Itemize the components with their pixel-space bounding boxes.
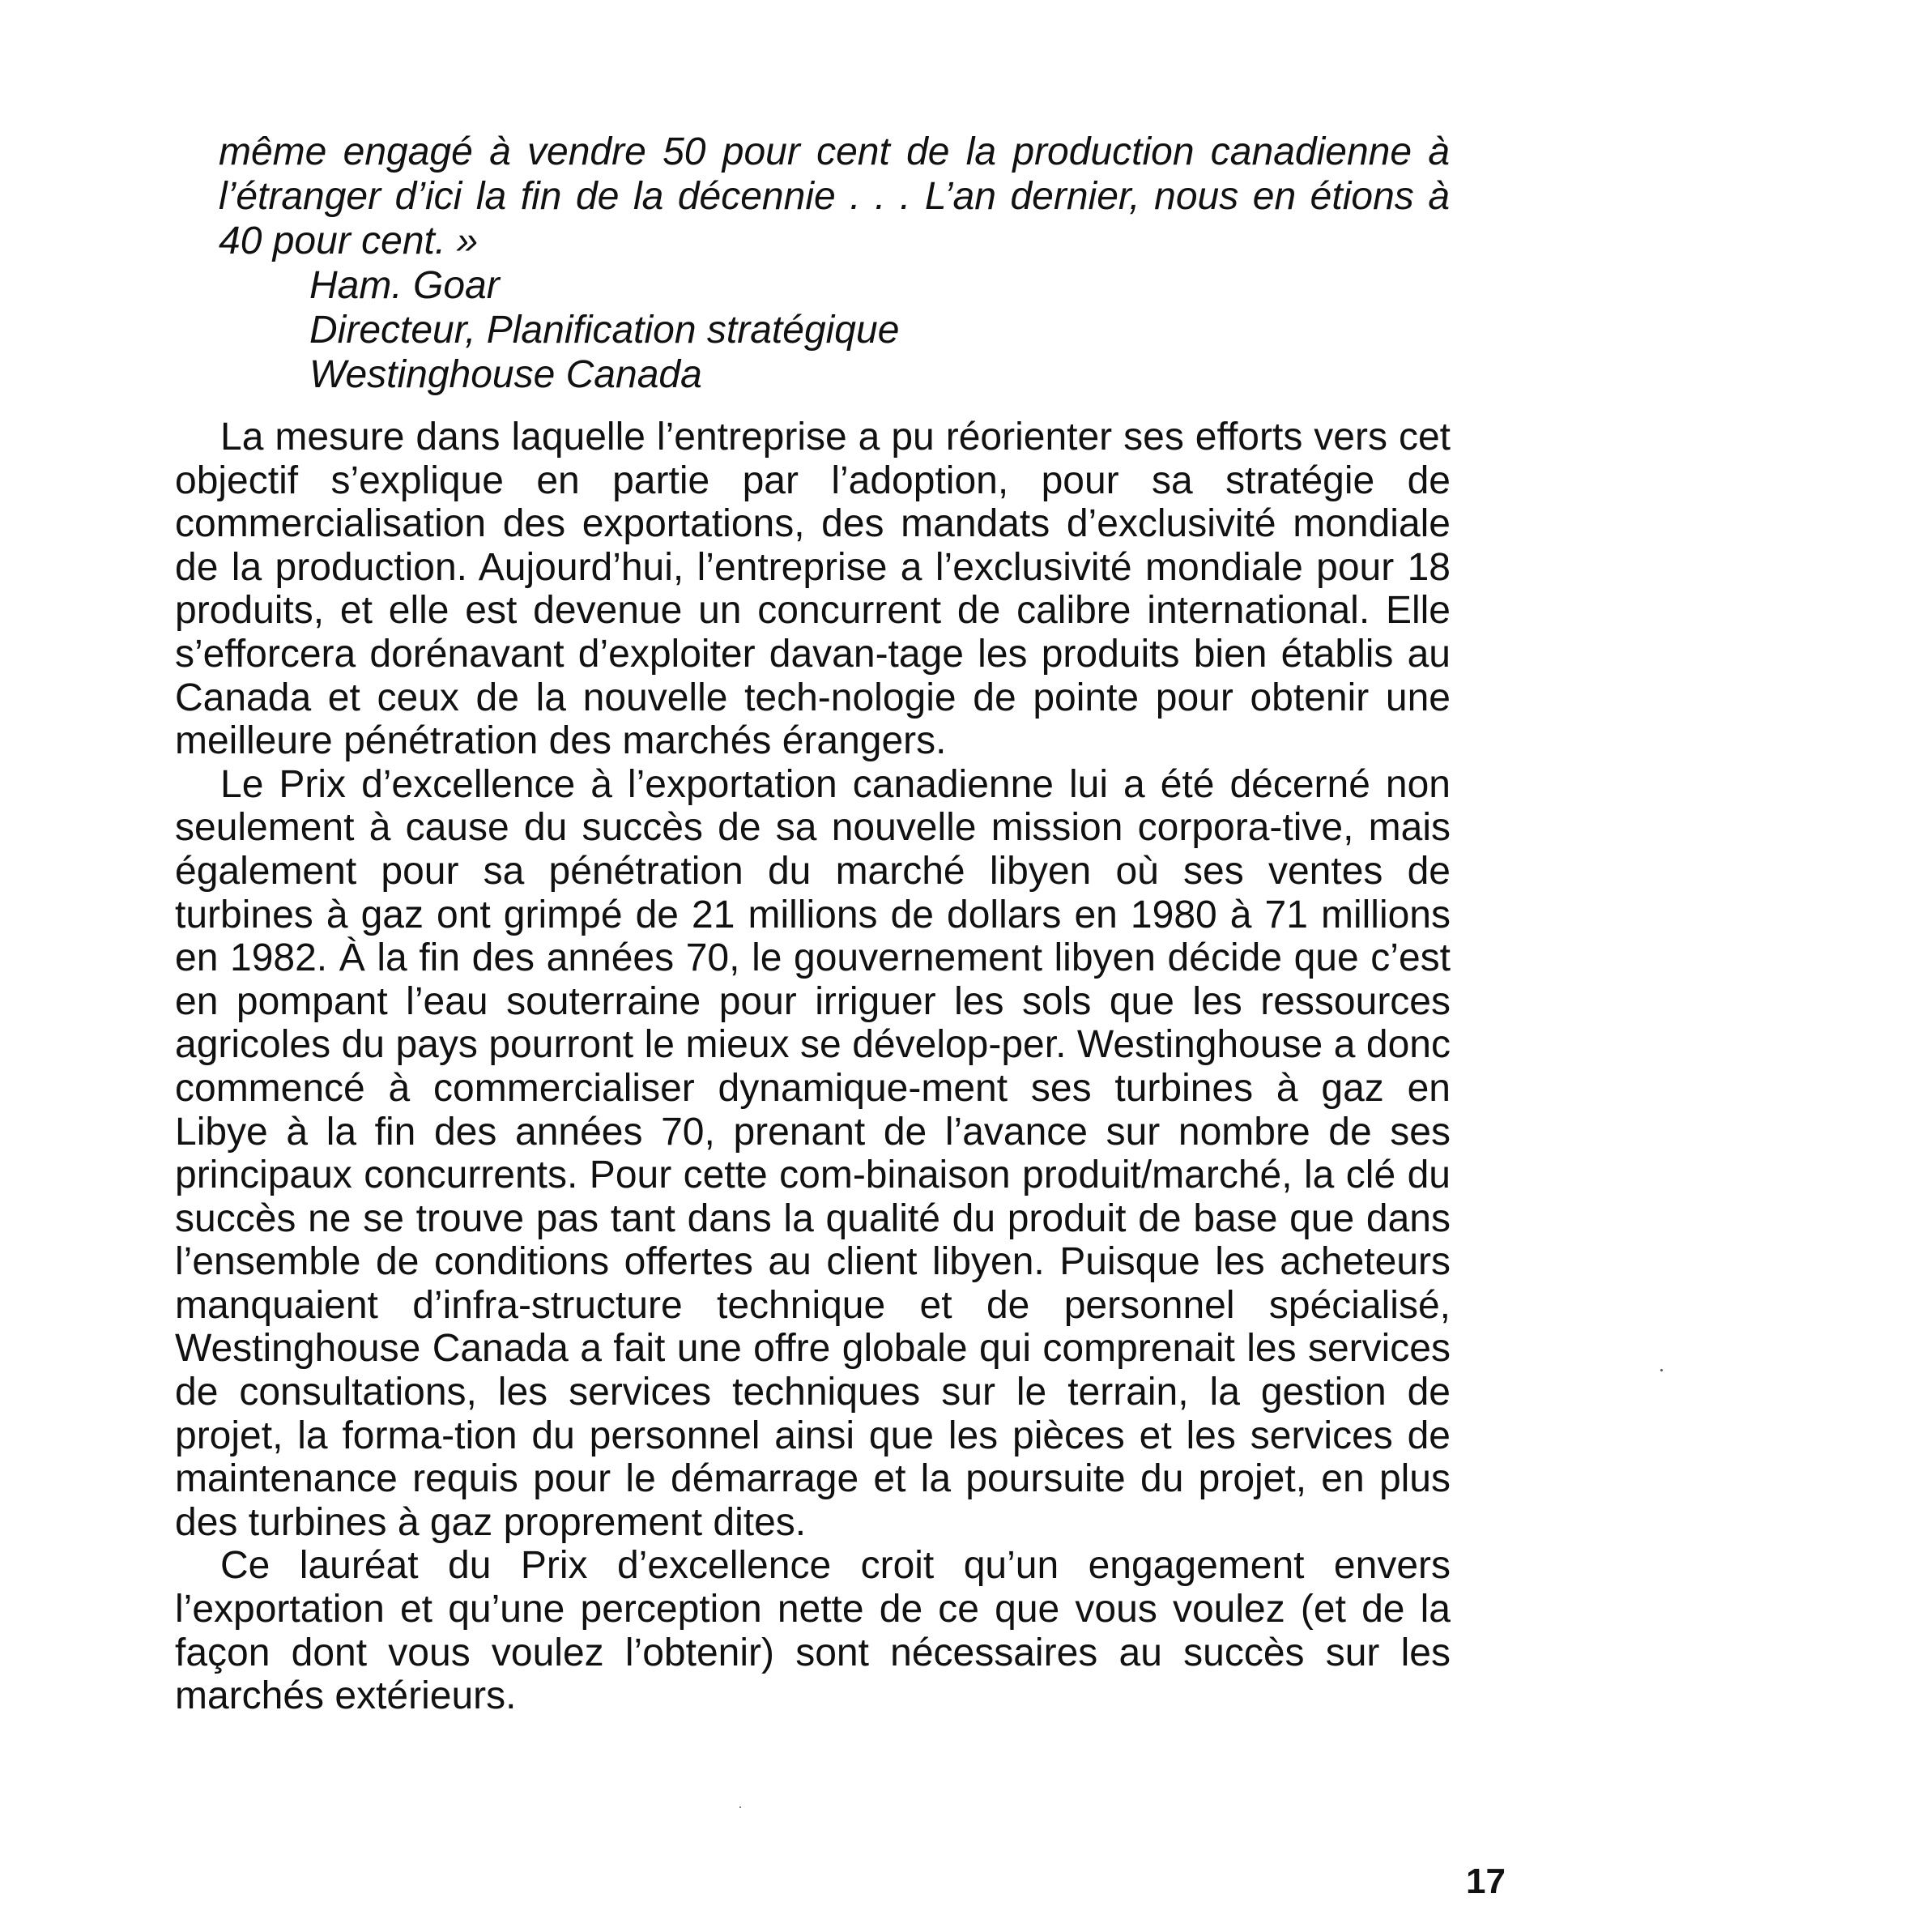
body-text xyxy=(175,416,1451,1718)
quote-attribution xyxy=(309,263,1450,397)
scan-speck xyxy=(739,1806,741,1808)
paragraph-export-mandates: La mesure dans laquelle l’entreprise a pu réorienter ses efforts vers cet objectif s’explique en partie par l’adoption, pour sa stratégie de commercialisation des exportations, des mandats d’exclusivité mondiale de la production. Aujourd’hui, l’entreprise a l’exclusivité mondiale pour 18 produits, et elle est devenue un concurrent de calibre international. Elle s’efforcera dorénavant d’exploiter davan-tage les produits bien établis au Canada et ceux de la nouvelle tech-nologie de pointe pour obtenir une meilleure pénétration des marchés érangers. xyxy=(175,416,1451,763)
paragraph-libya-market: Le Prix d’excellence à l’exportation canadienne lui a été décerné non seulement à cause du succès de sa nouvelle mission corpora-tive, mais également pour sa pénétration du marché libyen où ses ventes de turbines à gaz ont grimpé de 21 millions de dollars en 1980 à 71 millions en 1982. À la fin des années 70, le gouvernement libyen décide que c’est en pompant l’eau souterraine pour irriguer les sols que les ressources agricoles du pays pourront le mieux se dévelop-per. Westinghouse a donc commencé à commercialiser dynamique-ment ses turbines à gaz en Libye à la fin des années 70, prenant de l’avance sur nombre de ses principaux concurrents. Pour cette com-binaison produit/marché, la clé du succès ne se trouve pas tant dans la qualité du produit de base que dans l’ensemble de conditions offertes au client libyen. Puisque les acheteurs manquaient d’infra-structure technique et de personnel spécialisé, Westinghouse Canada a fait une offre globale qui comprenait les services de consultations, les services techniques sur le terrain, la gestion de projet, la forma-tion du personnel ainsi que les pièces et les services de maintenance requis pour le démarrage et la poursuite du projet, en plus des turbines à gaz proprement dites. xyxy=(175,762,1451,1544)
author-title: Directeur, Planification stratégique xyxy=(309,309,900,352)
paragraph-conclusion: Ce lauréat du Prix d’excellence croit qu’un engagement envers l’exportation et qu’une perception nette de ce que vous voulez (et de la façon dont vous voulez l’obtenir) sont nécessaires au succès sur les marchés extérieurs. xyxy=(175,1544,1451,1718)
page-number: 17 xyxy=(1466,1862,1506,1901)
quote-text: même engagé à vendre 50 pour cent de la production canadienne à l’étranger d’ici la fin de la décennie . . . L’an dernier, nous en étions à 40 pour cent. » xyxy=(219,130,1450,262)
author-name: Ham. Goar xyxy=(309,264,500,307)
quote-block xyxy=(219,130,1450,397)
scan-speck xyxy=(1660,1369,1663,1371)
author-company: Westinghouse Canada xyxy=(309,353,702,396)
